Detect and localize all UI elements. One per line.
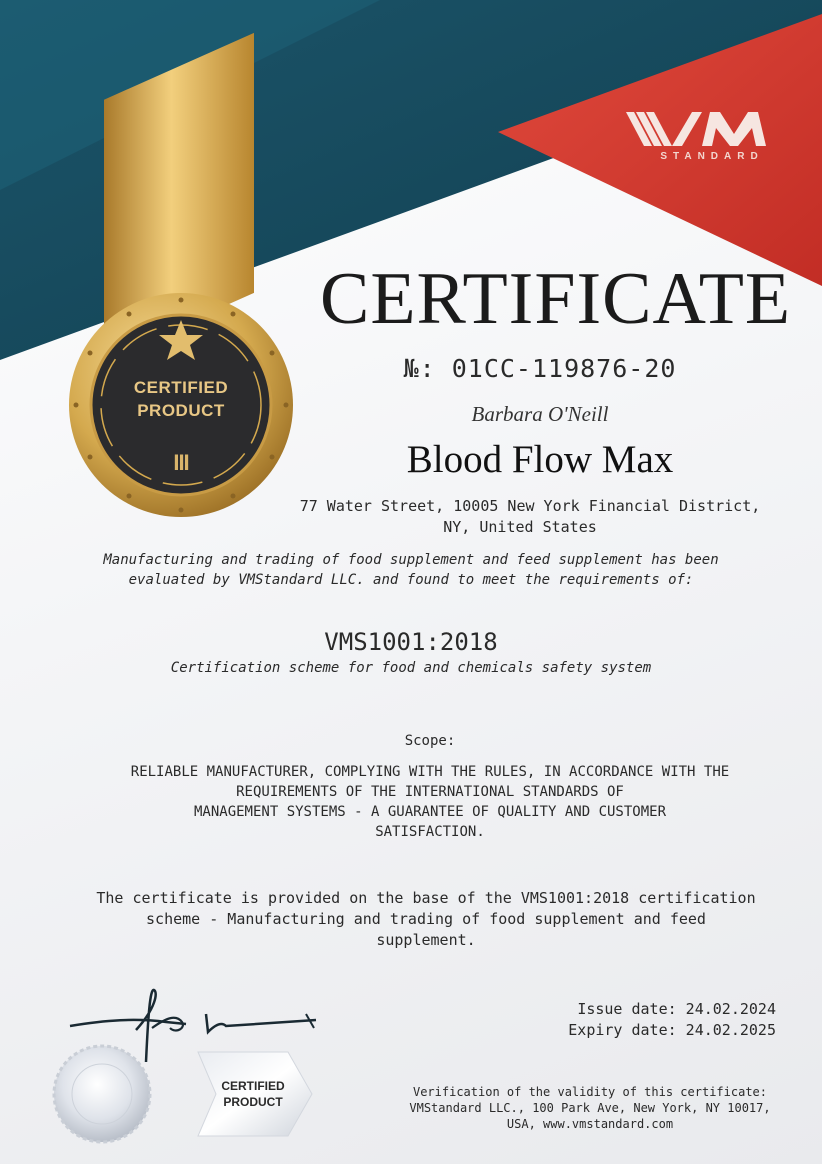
expiry-date: Expiry date: 24.02.2025 <box>568 1021 776 1039</box>
hologram-line1: CERTIFIED <box>221 1079 285 1093</box>
scope-line: SATISFACTION. <box>375 824 485 840</box>
standard-code: VMS1001:2018 <box>324 628 498 656</box>
hologram-line2: PRODUCT <box>223 1095 283 1109</box>
address-line-1: 77 Water Street, 10005 New York Financial District, <box>299 497 761 515</box>
certificate-holder: Barbara O'Neill <box>471 402 609 426</box>
evaluation-line-2: evaluated by VMStandard LLC. and found to meet the requirements of: <box>128 572 694 588</box>
verification-line: Verification of the validity of this certificate: <box>412 1085 767 1099</box>
logo-subtitle: STANDARD <box>660 151 764 162</box>
evaluation-line-1: Manufacturing and trading of food supplement and feed supplement has been <box>103 552 719 568</box>
basis-line: The certificate is provided on the base of the VMS1001:2018 certification <box>96 889 756 907</box>
basis-line: supplement. <box>376 931 476 949</box>
medal-label <box>104 376 258 422</box>
address-line-2: NY, United States <box>443 518 597 536</box>
verification-line: VMStandard LLC., 100 Park Ave, New York, NY 10017, <box>409 1101 771 1115</box>
scope-label: Scope: <box>404 733 456 749</box>
scope-line: REQUIREMENTS OF THE INTERNATIONAL STANDARDS OF <box>236 784 624 800</box>
hologram-label <box>203 1078 303 1110</box>
medal-roman-numeral: III <box>173 450 189 475</box>
issue-date: Issue date: 24.02.2024 <box>577 1000 776 1018</box>
scope-line: RELIABLE MANUFACTURER, COMPLYING WITH THE RULES, IN ACCORDANCE WITH THE <box>130 764 730 780</box>
basis-line: scheme - Manufacturing and trading of food supplement and feed <box>146 910 706 928</box>
scheme-description: Certification scheme for food and chemicals safety system <box>170 660 652 676</box>
verification-line: USA, www.vmstandard.com <box>506 1117 674 1131</box>
scope-line: MANAGEMENT SYSTEMS - A GUARANTEE OF QUALITY AND CUSTOMER <box>193 804 666 820</box>
certificate-number: №: 01CC-119876-20 <box>403 354 677 383</box>
hologram-seal-icon <box>52 1044 152 1144</box>
certificate-title: CERTIFICATE <box>320 258 792 340</box>
product-name: Blood Flow Max <box>406 438 674 481</box>
medal-line1: CERTIFIED <box>133 378 229 397</box>
medal-line2: PRODUCT <box>137 401 225 420</box>
